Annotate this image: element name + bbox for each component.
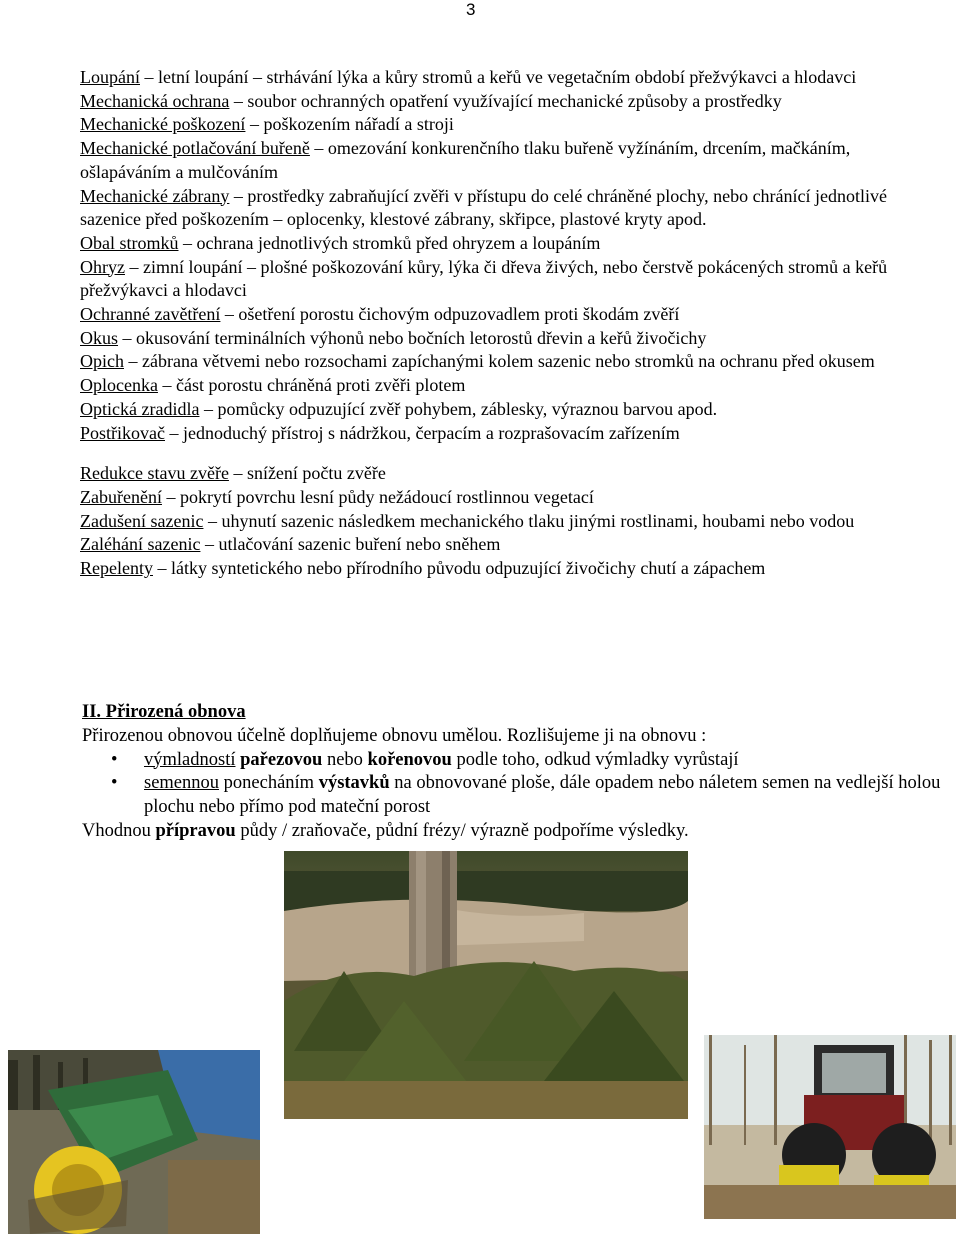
glossary-definition: – část porostu chráněná proti zvěři plotem: [157, 375, 466, 396]
glossary-term: Optická zradidla: [80, 398, 200, 419]
soil-mill-photo: [8, 1050, 260, 1234]
glossary-term: Mechanické zábrany: [80, 185, 230, 206]
glossary-entry: [80, 486, 940, 510]
glossary-definition: – pokrytí povrchu lesní půdy nežádoucí rostlinnou vegetací: [161, 486, 594, 507]
list-text: nebo: [322, 749, 368, 770]
glossary-term: Zadušení sazenic: [80, 510, 204, 531]
list-item: [82, 772, 942, 820]
glossary-definition: – soubor ochranných opatření využívající mechanické způsoby a prostředky: [229, 90, 782, 111]
glossary-definition: – látky syntetického nebo přírodního původu odpuzující živočichy chutí a zápachem: [152, 558, 766, 579]
bold-term: přípravou: [155, 820, 236, 841]
glossary: [80, 66, 940, 581]
regeneration-list: [82, 749, 942, 820]
tractor-photo: [704, 1035, 956, 1219]
glossary-definition: – ošetření porostu čichovým odpuzovadlem proti škodám zvěří: [220, 304, 680, 325]
bold-term: kořenovou: [367, 749, 452, 770]
list-text: ponecháním: [219, 773, 319, 794]
glossary-definition: – jednoduchý přístroj s nádržkou, čerpacím a rozprašovacím zařízením: [165, 422, 680, 443]
bullet-icon: •: [111, 773, 118, 794]
glossary-term: Loupání: [80, 67, 140, 87]
glossary-entry: [80, 350, 940, 374]
glossary-definition: – letní loupání – strhávání lýka a kůry stromů a keřů ve vegetačním období přežvýkavci a hlodavci: [140, 67, 857, 87]
forest-regeneration-photo: [284, 851, 688, 1119]
glossary-term: Redukce stavu zvěře: [80, 463, 229, 484]
closing-text: Vhodnou: [82, 820, 156, 841]
glossary-definition: – okusování terminálních výhonů nebo bočních letorostů dřevin a keřů živočichy: [118, 327, 707, 348]
glossary-entry: [80, 232, 940, 256]
glossary-definition: – ochrana jednotlivých stromků před ohryzem a loupáním: [178, 232, 601, 253]
glossary-term: Oplocenka: [80, 375, 158, 396]
glossary-definition: – uhynutí sazenic následkem mechanického tlaku jinými rostlinami, houbami nebo vodou: [203, 510, 855, 531]
bold-term: pařezovou: [240, 749, 323, 770]
glossary-definition: – utlačování sazenic buření nebo sněhem: [200, 534, 501, 555]
glossary-entry: [80, 533, 940, 557]
glossary-definition: – pomůcky odpuzující zvěř pohybem, záblesky, výraznou barvou apod.: [199, 398, 718, 419]
section-heading: II. Přirozená obnova: [82, 702, 246, 722]
glossary-entry: [80, 90, 940, 114]
section-intro: Přirozenou obnovou účelně doplňujeme obnovu umělou. Rozlišujeme ji na obnovu :: [82, 725, 707, 746]
glossary-entry: [80, 462, 940, 486]
section-closing: [82, 820, 942, 844]
glossary-term: Zaléhání sazenic: [80, 534, 201, 555]
glossary-term: Ohryz: [80, 256, 125, 277]
natural-regeneration-section: [82, 701, 942, 844]
glossary-term: Mechanické poškození: [80, 114, 246, 135]
glossary-term: Zabuřenění: [80, 486, 162, 507]
glossary-entry: [80, 113, 940, 137]
list-term: výmladností: [144, 749, 236, 770]
bold-term: výstavků: [318, 773, 390, 794]
glossary-entry: [80, 256, 940, 303]
glossary-definition: – snížení počtu zvěře: [228, 463, 386, 484]
glossary-definition: – zimní loupání – plošné poškozování kůry, lýka či dřeva živých, nebo čerstvě pokácených stromů a keřů přežvýkavci a hlodavci: [80, 256, 888, 301]
list-text: na obnovované ploše, dále opadem nebo náletem semen na vedlejší holou plochu nebo přímo pod mateční porost: [144, 773, 941, 818]
list-text: podle toho, odkud výmladky vyrůstají: [451, 749, 739, 770]
glossary-term: Okus: [80, 327, 119, 348]
glossary-definition: – prostředky zabraňující zvěři v přístupu do celé chráněné plochy, nebo chránící jednotlivé sazenice před poškozením – oplocenky, klestové zábrany, skřipce, plastové kryty apod.: [80, 185, 888, 230]
glossary-entry: [80, 557, 940, 581]
glossary-definition: – poškozením nářadí a stroji: [245, 114, 454, 135]
glossary-definition: – omezování konkurenčního tlaku buřeně vyžínáním, drcením, mačkáním, ošlapáváním a mulčováním: [80, 138, 851, 182]
glossary-term: Opich: [80, 351, 124, 372]
list-item: [82, 749, 942, 773]
glossary-term: Obal stromků: [80, 232, 179, 253]
glossary-term: Postřikovač: [80, 422, 165, 443]
glossary-gap: [80, 445, 940, 462]
closing-text: půdy / zraňovače, půdní frézy/ výrazně podpoříme výsledky.: [235, 820, 689, 841]
bullet-icon: •: [111, 749, 118, 770]
glossary-term: Mechanická ochrana: [80, 90, 230, 111]
glossary-term: Mechanické potlačování buřeně: [80, 138, 310, 159]
glossary-definition: – zábrana větvemi nebo rozsochami zapíchanými kolem sazenic nebo stromků na ochranu před okusem: [124, 351, 875, 372]
glossary-entry: [80, 137, 940, 184]
glossary-entry: [80, 185, 940, 232]
glossary-term: Repelenty: [80, 558, 153, 579]
glossary-entry: [80, 303, 940, 327]
glossary-entry: [80, 374, 940, 398]
glossary-term: Ochranné zavětření: [80, 304, 221, 325]
glossary-entry: [80, 510, 940, 534]
glossary-entry: [80, 327, 940, 351]
glossary-entry: [80, 66, 940, 90]
page-number: 3: [466, 0, 476, 19]
glossary-entry: [80, 422, 940, 446]
glossary-entry: [80, 398, 940, 422]
list-term: semennou: [144, 773, 220, 794]
